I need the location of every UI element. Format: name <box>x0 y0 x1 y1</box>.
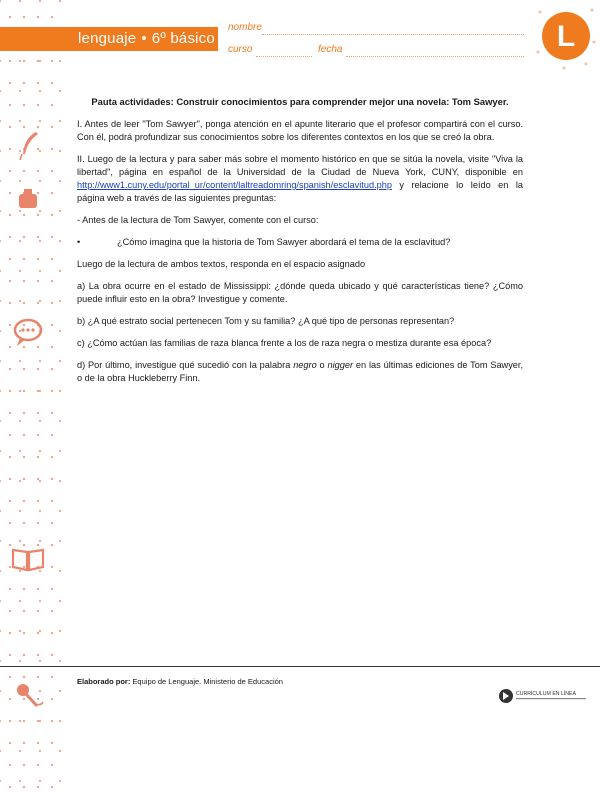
curriculum-en-linea-logo <box>498 687 590 705</box>
lenguaje-logo <box>534 2 598 72</box>
course-field-line[interactable] <box>256 55 312 57</box>
header-separator: • <box>141 30 147 47</box>
word-negro: negro <box>293 360 317 370</box>
question-b: b) ¿A qué estrato social pertenecen Tom y su familia? ¿A qué tipo de personas representan? <box>77 316 455 326</box>
question-d-or: o <box>316 360 328 370</box>
footer-credits <box>77 677 283 686</box>
header-subject-grade <box>78 28 215 50</box>
question-c: c) ¿Cómo actúan las familias de raza blanca frente a los de raza negra o mestiza durante esa época? <box>77 338 492 348</box>
document-body <box>77 95 523 394</box>
subject-label: lenguaje <box>78 30 137 47</box>
quill-pen-icon <box>10 128 46 164</box>
bullet-symbol: • <box>77 237 81 247</box>
course-field-label: curso <box>228 44 253 55</box>
speech-bubble-icon <box>10 315 46 351</box>
paragraph-after-reading-end: y relacione lo leído en la página web a través de las siguientes preguntas: <box>77 180 523 203</box>
word-nigger: nigger <box>327 360 354 370</box>
bullet-question: ¿Cómo imagina que la historia de Tom Sawyer abordará el tema de la esclavitud? <box>117 237 451 247</box>
question-d-start: d) Por último, investigue qué sucedió con la palabra <box>77 360 294 370</box>
footer-divider <box>0 666 600 667</box>
question-d-end: en las últimas ediciones de Tom Sawyer, o de la obra Huckleberry Finn. <box>77 360 524 383</box>
date-field-label: fecha <box>318 44 343 55</box>
date-field-line[interactable] <box>346 55 524 57</box>
name-field-label: nombre <box>228 22 262 33</box>
discussion-intro: - Antes de la lectura de Tom Sawyer, comente con el curso: <box>77 215 319 225</box>
logo-letter: L <box>556 20 576 53</box>
footer-label: Elaborado por: <box>77 677 131 686</box>
footer-logo-text: CURRÍCULUM EN LÍNEA <box>516 691 576 697</box>
grade-label: 6º básico <box>151 30 215 47</box>
document-title: Pauta actividades: Construir conocimientos para comprender mejor una novela: Tom Sawyer. <box>91 96 509 107</box>
microphone-icon <box>10 678 46 714</box>
paragraph-after-reading-text: II. Luego de la lectura y para saber más sobre el momento histórico en que se sitúa la novela, visite "Viva la libertad", página en español de la Universidad de la Ciudad de Nueva York, CUNY, disponible en <box>77 154 523 177</box>
paragraph-before-reading: I. Antes de leer "Tom Sawyer", ponga atención en el apunte literario que el profesor compartirá con el curso. Con él, podrá profundizar sus conocimientos sobre los diferentes contextos en los que se creó la obra. <box>77 119 523 142</box>
inkwell-icon <box>10 180 46 216</box>
answer-instructions: Luego de la lectura de ambos textos, responda en el espacio asignado <box>77 259 366 269</box>
bullet-question-item <box>77 236 523 249</box>
open-book-icon <box>10 540 46 576</box>
paragraph-after-reading <box>77 153 523 205</box>
cuny-link[interactable]: http://www1.cuny.edu/portal_ur/content/laltreadomring/spanish/esclavitud.php <box>77 180 392 190</box>
question-d <box>77 359 523 385</box>
name-field-line[interactable] <box>262 33 524 35</box>
footer-author: Equipo de Lenguaje. Ministerio de Educación <box>130 677 283 686</box>
question-a: a) La obra ocurre en el estado de Mississippi: ¿dónde queda ubicado y qué características tiene? ¿Cómo puede influir esto en la obra? Investigue y comente. <box>77 281 523 304</box>
